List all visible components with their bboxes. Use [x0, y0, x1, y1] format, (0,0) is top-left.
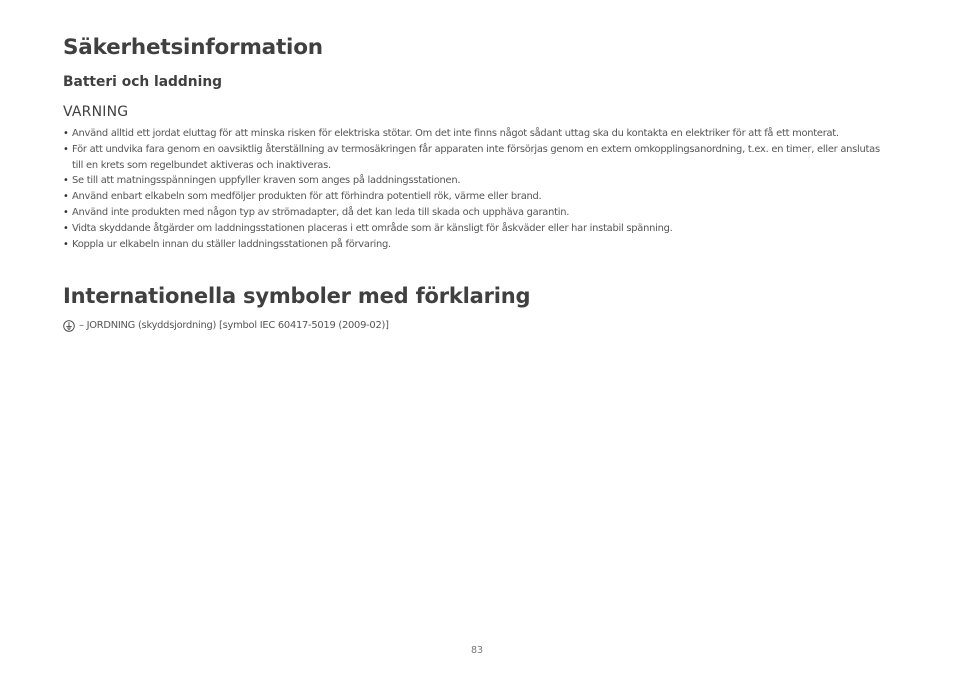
list-item-text: Koppla ur elkabeln innan du ställer laddningsstationen på förvaring.: [72, 238, 391, 250]
symbol-entry-text: – JORDNING (skyddsjordning) [symbol IEC 60417-5019 (2009-02)]: [79, 320, 389, 331]
symbol-entry: [63, 318, 389, 334]
symbols-section-title: Internationella symboler med förklaring: [63, 284, 531, 308]
page-number: 83: [470, 645, 484, 656]
list-item: [63, 189, 893, 205]
bullet-icon: •: [63, 222, 69, 234]
bullet-icon: •: [63, 206, 69, 218]
section-subtitle: Batteri och laddning: [63, 74, 223, 90]
page-title: Säkerhetsinformation: [63, 35, 323, 60]
protective-earth-icon: [63, 320, 75, 332]
warning-list: [63, 126, 893, 252]
list-item-text: Se till att matningsspänningen uppfyller kraven som anges på laddningsstationen.: [72, 175, 461, 187]
list-item: [63, 237, 893, 253]
list-item-text: Vidta skyddande åtgärder om laddningsstationen placeras i ett område som är känsligt för åskväder eller har instabil spänning.: [72, 222, 673, 234]
bullet-icon: •: [63, 238, 69, 250]
bullet-icon: •: [63, 143, 69, 155]
list-item: [63, 173, 893, 189]
list-item-text: Använd enbart elkabeln som medföljer produkten för att förhindra potentiell rök, värme eller brand.: [72, 191, 542, 203]
bullet-icon: •: [63, 128, 69, 139]
list-item-text: För att undvika fara genom en oavsiktlig återställning av termosäkringen får apparaten inte försörjas genom en extern omkopplingsanordning, t.ex. en timer, eller anslutas till en krets som regelbundet aktiveras och inaktiveras.: [72, 143, 880, 171]
list-item: [63, 126, 893, 142]
warning-label: VARNING: [63, 104, 129, 120]
bullet-icon: •: [63, 175, 69, 187]
list-item: [63, 142, 893, 174]
list-item: [63, 221, 893, 237]
list-item-text: Använd alltid ett jordat eluttag för att minska risken för elektriska stötar. Om det inte finns något sådant uttag ska du kontakta en elektriker för att få ett monterat.: [72, 128, 839, 139]
bullet-icon: •: [63, 191, 69, 203]
list-item: [63, 205, 893, 221]
list-item-text: Använd inte produkten med någon typ av strömadapter, då det kan leda till skada och upphäva garantin.: [72, 206, 570, 218]
